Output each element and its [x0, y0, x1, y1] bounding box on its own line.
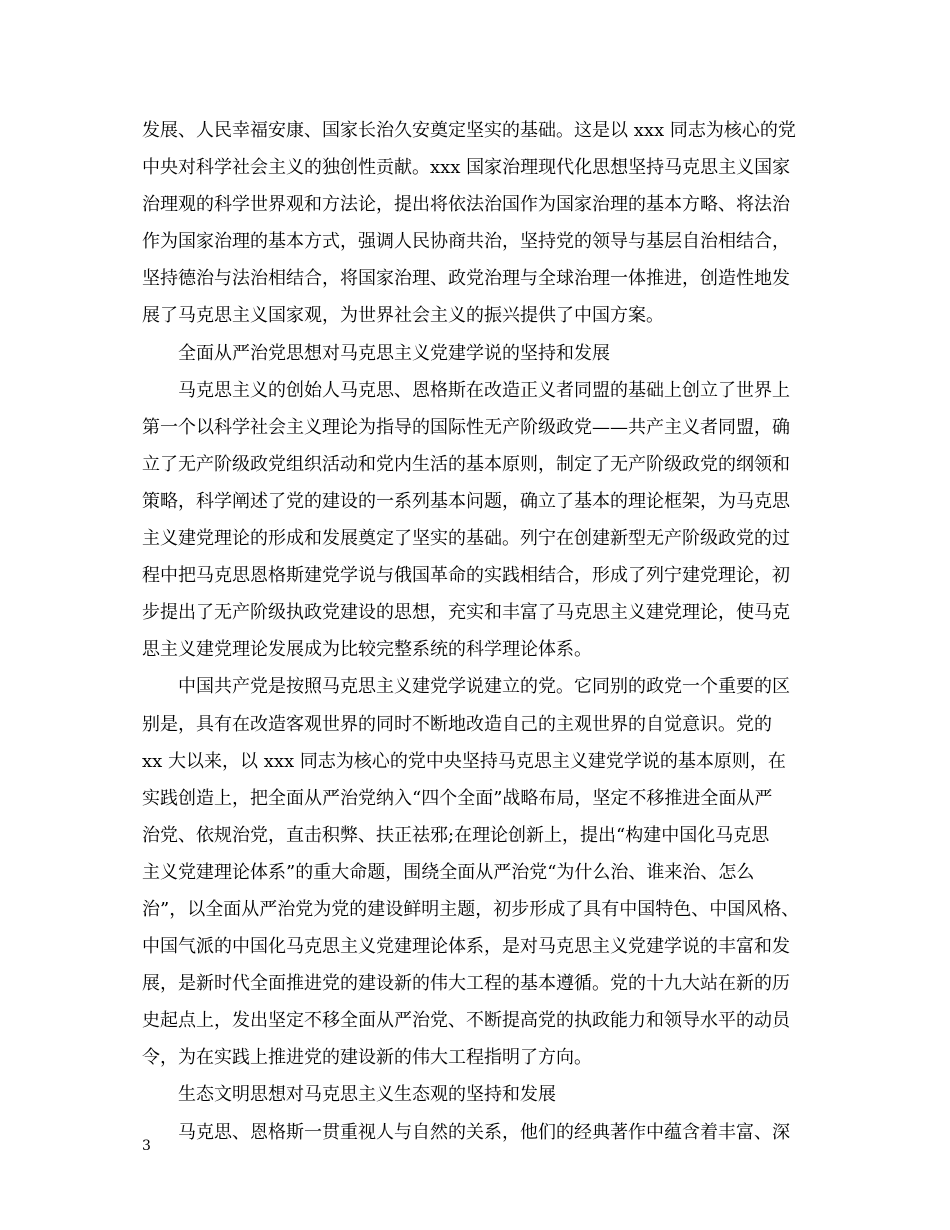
text-line: 中国共产党是按照马克思主义建党学说建立的党。它同别的政党一个重要的区 — [178, 676, 790, 698]
text-line: 程中把马克思恩格斯建党学说与俄国革命的实践相结合，形成了列宁建党理论，初 — [142, 565, 790, 587]
text-line: 治理观的科学世界观和方法论，提出将依法治国作为国家治理的基本方略、将法治 — [142, 194, 790, 216]
text-line: 展了马克思主义国家观，为世界社会主义的振兴提供了中国方案。 — [142, 305, 664, 327]
text-line: 中国气派的中国化马克思主义党建理论体系，是对马克思主义党建学说的丰富和发 — [142, 936, 790, 958]
text-line: 步提出了无产阶级执政党建设的思想，充实和丰富了马克思主义建党理论，使马克 — [142, 602, 790, 624]
text-line: 治党、依规治党，直击积弊、扶正祛邪;在理论创新上，提出“构建中国化马克思 — [142, 824, 770, 846]
text-line: 立了无产阶级政党组织活动和党内生活的基本原则，制定了无产阶级政党的纲领和 — [142, 453, 790, 475]
text-line: xx 大以来，以 xxx 同志为核心的党中央坚持马克思主义建党学说的基本原则，在 — [142, 750, 786, 772]
text-line: 思主义建党理论发展成为比较完整系统的科学理论体系。 — [142, 639, 592, 661]
text-line: 第一个以科学社会主义理论为指导的国际性无产阶级政党——共产主义者同盟，确 — [142, 416, 790, 438]
text-line: 主义党建理论体系”的重大命题，围绕全面从严治党“为什么治、谁来治、怎么 — [142, 861, 755, 883]
text-line: 别是，具有在改造客观世界的同时不断地改造自己的主观世界的自觉意识。党的 — [142, 713, 772, 735]
text-line: 史起点上，发出坚定不移全面从严治党、不断提高党的执政能力和领导水平的动员 — [142, 1010, 790, 1032]
text-line: 实践创造上，把全面从严治党纳入“四个全面”战略布局，坚定不移推进全面从严 — [142, 787, 773, 809]
text-line: 马克思主义的创始人马克思、恩格斯在改造正义者同盟的基础上创立了世界上 — [178, 379, 790, 401]
text-line: 生态文明思想对马克思主义生态观的坚持和发展 — [178, 1084, 556, 1106]
text-line: 令，为在实践上推进党的建设新的伟大工程指明了方向。 — [142, 1047, 592, 1069]
text-line: 策略，科学阐述了党的建设的一系列基本问题，确立了基本的理论框架，为马克思 — [142, 490, 790, 512]
text-line: 展，是新时代全面推进党的建设新的伟大工程的基本遵循。党的十九大站在新的历 — [142, 973, 790, 995]
text-line: 马克思、恩格斯一贯重视人与自然的关系，他们的经典著作中蕴含着丰富、深 — [178, 1121, 790, 1143]
text-line: 坚持德治与法治相结合，将国家治理、政党治理与全球治理一体推进，创造性地发 — [142, 268, 790, 290]
text-line: 发展、人民幸福安康、国家长治久安奠定坚实的基础。这是以 xxx 同志为核心的党 — [142, 120, 796, 141]
text-line: 全面从严治党思想对马克思主义党建学说的坚持和发展 — [178, 342, 610, 364]
text-line: 作为国家治理的基本方式，强调人民协商共治，坚持党的领导与基层自治相结合， — [142, 231, 790, 253]
text-line: 主义建党理论的形成和发展奠定了坚实的基础。列宁在创建新型无产阶级政党的过 — [142, 528, 790, 550]
text-line: 治”，以全面从严治党为党的建设鲜明主题，初步形成了具有中国特色、中国风格、 — [142, 898, 800, 920]
page-number: 3 — [142, 1138, 151, 1154]
document-body — [142, 112, 822, 1151]
text-line: 中央对科学社会主义的独创性贡献。xxx 国家治理现代化思想坚持马克思主义国家 — [142, 157, 791, 179]
